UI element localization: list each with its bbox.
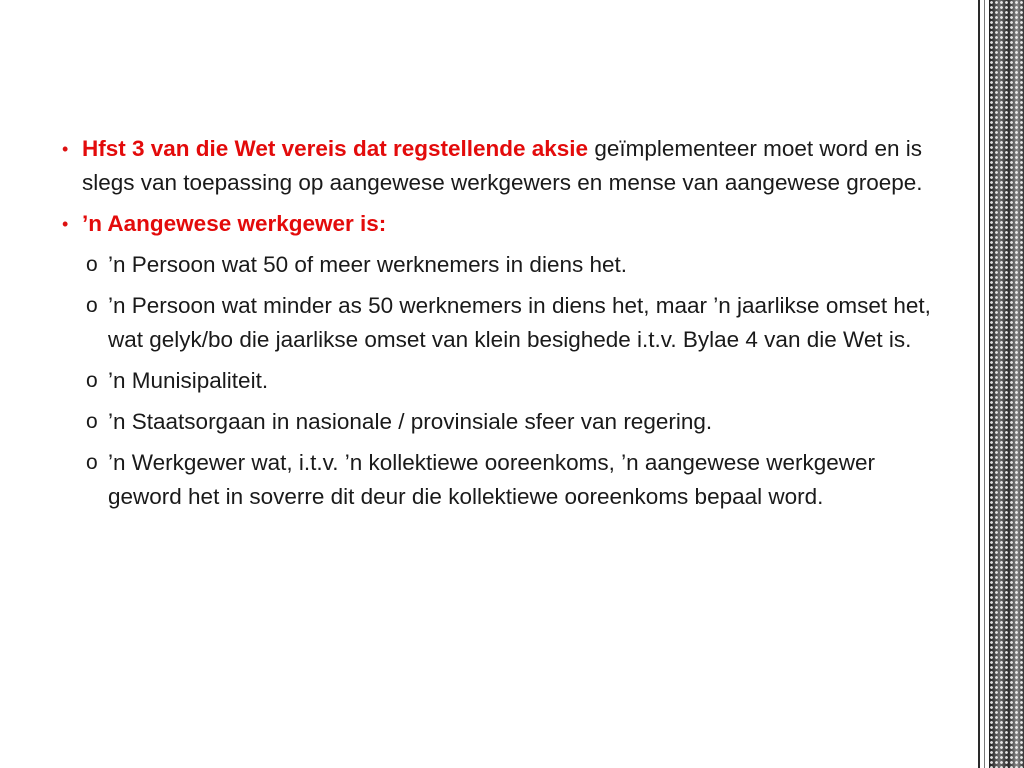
sub-bullet-marker: o bbox=[86, 410, 98, 433]
sub-bullet-item bbox=[62, 446, 952, 514]
bullet-marker: • bbox=[62, 139, 69, 159]
sub-bullet-marker: o bbox=[86, 451, 98, 474]
bullet-item bbox=[62, 207, 952, 241]
sub-bullet-item bbox=[62, 289, 952, 357]
frame-line bbox=[978, 0, 980, 768]
decorative-edge-strip bbox=[989, 0, 1024, 768]
sub-bullet-marker: o bbox=[86, 369, 98, 392]
bullet-marker: • bbox=[62, 214, 69, 234]
frame-line bbox=[984, 0, 985, 768]
sub-bullet-text: ’n Munisipaliteit. bbox=[108, 368, 269, 393]
sub-bullet-text: ’n Staatsorgaan in nasionale / provinsiale sfeer van regering. bbox=[108, 409, 713, 434]
bullet-item bbox=[62, 132, 952, 200]
sub-bullet-text: ’n Persoon wat minder as 50 werknemers in diens het, maar ’n jaarlikse omset het, wat gelyk/bo die jaarlikse omset van klein besighede i.t.v. Bylae 4 van die Wet is. bbox=[108, 293, 931, 352]
sub-bullet-item bbox=[62, 405, 952, 439]
sub-bullet-text: ’n Persoon wat 50 of meer werknemers in diens het. bbox=[108, 252, 628, 277]
sub-bullet-marker: o bbox=[86, 253, 98, 276]
bullet-highlight: ’n Aangewese werkgewer is: bbox=[82, 211, 387, 236]
bullet-highlight: Hfst 3 van die Wet vereis dat regstellende aksie bbox=[82, 136, 589, 161]
sub-bullet-text: ’n Werkgewer wat, i.t.v. ’n kollektiewe ooreenkoms, ’n aangewese werkgewer geword het in soverre dit deur die kollektiewe ooreenkoms bepaal word. bbox=[108, 450, 876, 509]
sub-bullet-item bbox=[62, 364, 952, 398]
bullet-text: geïmplementeer moet word en is slegs van toepassing op aangewese werkgewers en mense van aangewese groepe. bbox=[82, 136, 923, 195]
sub-bullet-marker: o bbox=[86, 294, 98, 317]
sub-bullet-item bbox=[62, 248, 952, 282]
slide-content bbox=[62, 132, 952, 521]
